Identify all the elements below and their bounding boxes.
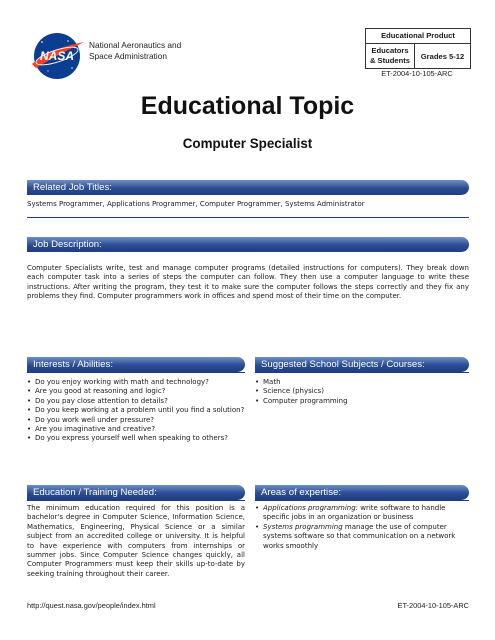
list-item: • Are you good at reasoning and logic? bbox=[27, 387, 245, 396]
list-item: • Do you work well under pressure? bbox=[27, 416, 245, 425]
subjects-heading: Suggested School Subjects / Courses: bbox=[255, 357, 469, 372]
expertise-list bbox=[255, 504, 469, 551]
list-item: • Are you imaginative and creative? bbox=[27, 425, 245, 434]
interests-heading: Interests / Abilities: bbox=[27, 357, 245, 372]
divider bbox=[255, 372, 469, 373]
agency-line-2: Space Administration bbox=[89, 51, 167, 61]
list-item: • Do you express yourself well when speaking to others? bbox=[27, 434, 245, 443]
list-item bbox=[255, 504, 469, 523]
list-item: • Do you pay close attention to details? bbox=[27, 397, 245, 406]
divider bbox=[27, 217, 469, 218]
nasa-logo-text: NASA bbox=[39, 49, 75, 63]
product-code: ET-2004-10-105-ARC bbox=[381, 69, 453, 78]
page-title: Educational Topic bbox=[140, 92, 355, 120]
expertise-desc: write software to handle specific jobs in an organization or business bbox=[263, 504, 446, 522]
page-subtitle: Computer Specialist bbox=[182, 136, 313, 151]
list-item: • Do you enjoy working with math and technology? bbox=[27, 378, 245, 387]
expertise-desc: manage the use of computer systems software so that communication on a network works smoothly bbox=[263, 522, 456, 550]
education-heading: Education / Training Needed: bbox=[27, 485, 245, 500]
expertise-term: Applications programming: bbox=[263, 504, 359, 512]
agency-name bbox=[89, 40, 199, 62]
product-type: Educational Product bbox=[366, 29, 470, 44]
list-item bbox=[255, 523, 469, 551]
job-description-text: Computer Specialists write, test and manage computer programs (detailed instructions for computers). They break down each computer task into a series of steps the computer can follow. They then use a computer language to write these instructions. After writing the program, they test it to make sure the computer follows the steps correctly and they fix any problems they find. Computer programmers work in offices and spend most of their time on the computer. bbox=[27, 264, 469, 301]
list-item: • Math bbox=[255, 378, 469, 387]
audience-line-1: Educators bbox=[371, 46, 409, 55]
audience-line-2: & Students bbox=[369, 56, 411, 65]
audience bbox=[366, 44, 415, 68]
divider bbox=[255, 500, 469, 501]
nasa-logo bbox=[28, 32, 86, 80]
grade-level: Grades 5-12 bbox=[420, 51, 465, 61]
expertise-heading: Areas of expertise: bbox=[255, 485, 469, 500]
education-text: The minimum education required for this position is a bachelor's degree in Computer Science, Information Science, Mathematics, Engineering, Physical Science or a similar subject from an accredited college or university. It is helpful to have experience with computers from internships or summer jobs. Since Computer Science changes quickly, all Computer Programmers must keep their skills up-to-date by seeking training throughout their career. bbox=[27, 504, 245, 578]
interests-list bbox=[27, 378, 245, 444]
divider bbox=[27, 500, 245, 501]
subjects-list bbox=[255, 378, 469, 406]
footer-code: ET-2004-10-105-ARC bbox=[397, 601, 469, 610]
list-item: • Computer programming bbox=[255, 397, 469, 406]
product-info-box bbox=[365, 28, 471, 69]
divider bbox=[27, 372, 245, 373]
agency-line-1: National Aeronautics and bbox=[89, 40, 182, 50]
list-item: • Science (physics) bbox=[255, 387, 469, 396]
job-description-heading: Job Description: bbox=[27, 237, 469, 252]
expertise-term: Systems programming bbox=[263, 522, 343, 531]
list-item: • Do you keep working at a problem until you find a solution? bbox=[27, 406, 245, 415]
related-titles-text: Systems Programmer, Applications Programmer, Computer Programmer, Systems Administrator bbox=[27, 200, 365, 208]
footer-url[interactable]: http://quest.nasa.gov/people/index.html bbox=[27, 601, 156, 610]
related-titles-heading: Related Job Titles: bbox=[27, 180, 469, 195]
